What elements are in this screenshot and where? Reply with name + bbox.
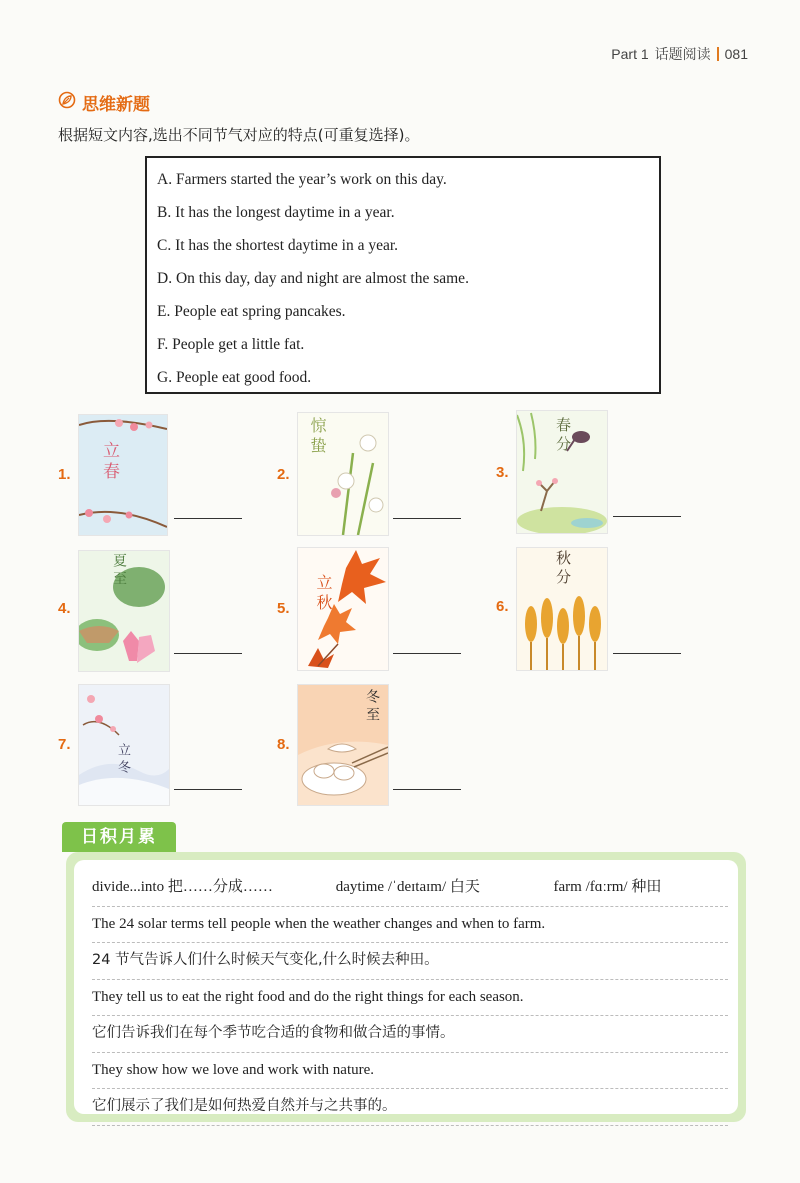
solar-term-illustration <box>78 550 170 672</box>
answer-blank[interactable] <box>393 518 461 519</box>
solar-term-illustration <box>297 547 389 671</box>
solar-term-illustration <box>78 684 170 806</box>
vocab-words-row <box>92 870 728 907</box>
part-label: Part 1 <box>611 46 649 62</box>
page-header <box>611 44 748 64</box>
vocab-sentence-en: They show how we love and work with nature. <box>92 1053 728 1090</box>
item-number: 3. <box>496 464 509 481</box>
topic-label: 话题阅读 <box>654 46 711 62</box>
solar-term-label: 立秋 <box>314 574 333 614</box>
page-number: 081 <box>724 46 748 62</box>
item-number: 2. <box>277 466 290 483</box>
answer-blank[interactable] <box>393 789 461 790</box>
option-f: F. People get a little fat. <box>157 336 305 353</box>
solar-term-label: 冬至 <box>364 689 380 725</box>
vocab-sentence-zh: 它们展示了我们是如何热爱自然并与之共事的。 <box>92 1089 728 1126</box>
item-number: 1. <box>58 466 71 483</box>
vocab-tag: 日积月累 <box>62 822 176 852</box>
answer-blank[interactable] <box>393 653 461 654</box>
option-e: E. People eat spring pancakes. <box>157 303 346 320</box>
answer-blank[interactable] <box>174 789 242 790</box>
option-c: C. It has the shortest daytime in a year. <box>157 237 399 254</box>
header-divider <box>717 47 719 61</box>
vocab-sentence-zh: 它们告诉我们在每个季节吃合适的食物和做合适的事情。 <box>92 1016 728 1053</box>
section-title <box>58 90 150 115</box>
answer-blank[interactable] <box>174 518 242 519</box>
solar-term-label: 惊蛰 <box>308 417 327 457</box>
item-number: 5. <box>277 600 290 617</box>
instruction-text: 根据短文内容,选出不同节气对应的特点(可重复选择)。 <box>58 126 420 144</box>
option-b: B. It has the longest daytime in a year. <box>157 204 395 221</box>
item-number: 4. <box>58 600 71 617</box>
vocab-inner <box>74 860 738 1114</box>
solar-term-label: 夏至 <box>111 553 127 589</box>
vocab-sentence-en: The 24 solar terms tell people when the weather changes and when to farm. <box>92 907 728 944</box>
item-number: 8. <box>277 736 290 753</box>
solar-term-illustration <box>297 412 389 536</box>
solar-term-illustration <box>78 414 168 536</box>
solar-term-label: 秋分 <box>554 550 572 588</box>
answer-blank[interactable] <box>174 653 242 654</box>
solar-term-label: 立春 <box>99 441 119 483</box>
options-box <box>145 156 661 394</box>
vocab-box <box>66 852 746 1122</box>
vocab-word: daytime /ˈdeɪtaɪm/ 白天 <box>335 879 480 895</box>
vocab-word: farm /fɑːrm/ 种田 <box>553 879 662 895</box>
solar-term-illustration <box>297 684 389 806</box>
vocab-sentence-zh: 24 节气告诉人们什么时候天气变化,什么时候去种田。 <box>92 943 728 980</box>
answer-blank[interactable] <box>613 653 681 654</box>
item-number: 6. <box>496 598 509 615</box>
leaf-icon <box>58 91 76 114</box>
option-d: D. On this day, day and night are almost the same. <box>157 270 469 287</box>
solar-term-label: 立冬 <box>115 743 130 777</box>
section-title-text: 思维新题 <box>82 95 150 115</box>
item-number: 7. <box>58 736 71 753</box>
vocab-word: divide...into 把……分成…… <box>92 879 273 895</box>
answer-blank[interactable] <box>613 516 681 517</box>
option-a: A. Farmers started the year’s work on this day. <box>157 171 447 188</box>
option-g: G. People eat good food. <box>157 369 312 386</box>
solar-term-label: 春分 <box>554 417 572 455</box>
solar-term-illustration <box>516 547 608 671</box>
solar-term-illustration <box>516 410 608 534</box>
vocab-sentence-en: They tell us to eat the right food and do the right things for each season. <box>92 980 728 1017</box>
